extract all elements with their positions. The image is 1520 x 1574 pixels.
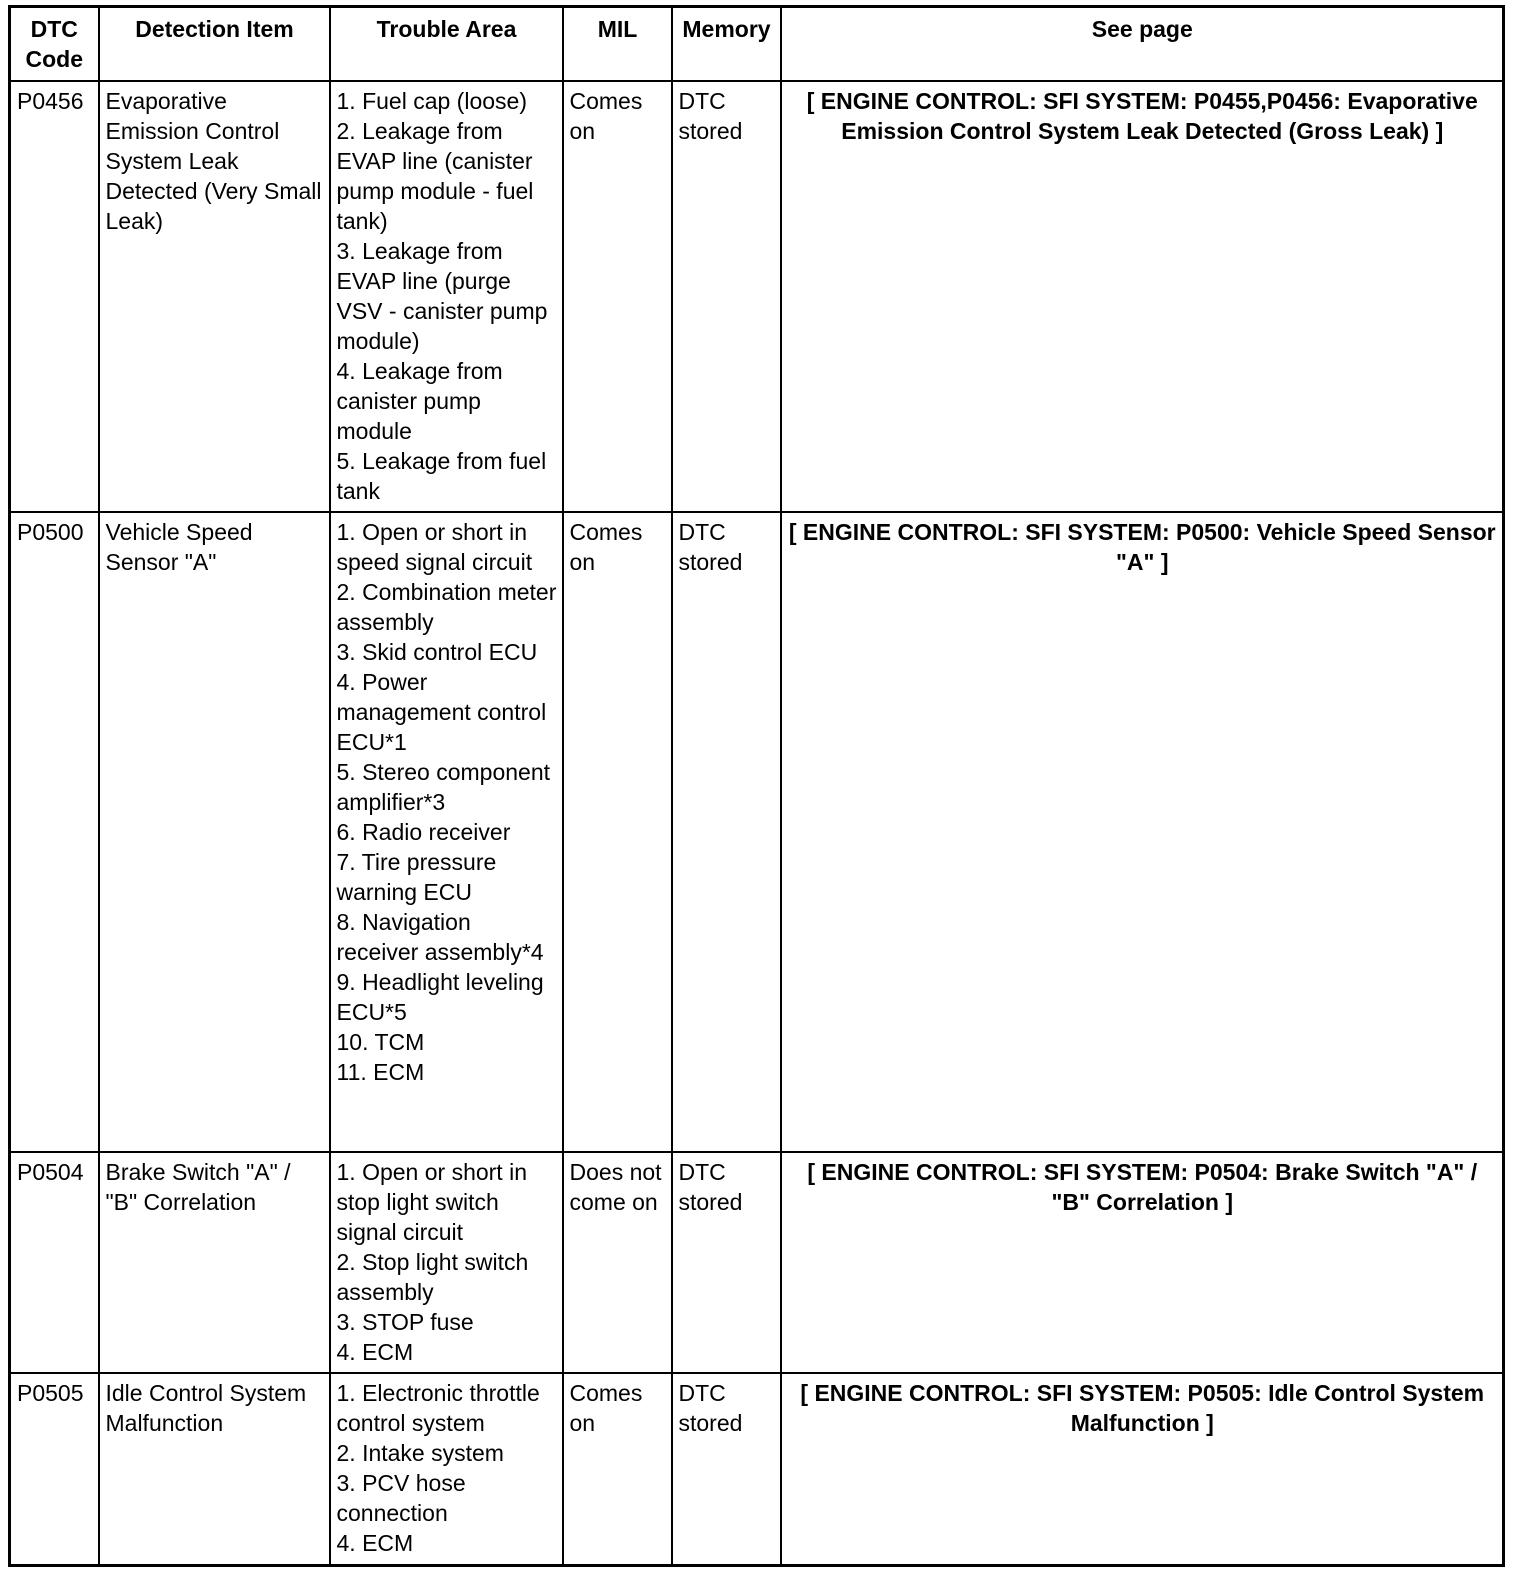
see-page-link[interactable]: [ ENGINE CONTROL: SFI SYSTEM: P0504: Brake Switch "A" / "B" Correlation ] — [781, 1152, 1504, 1373]
header-mil: MIL — [563, 7, 672, 81]
mil-cell: Comes on — [563, 1373, 672, 1566]
dtc-code-cell: P0500 — [10, 512, 99, 1152]
detection-item-cell: Evaporative Emission Control System Leak Detected (Very Small Leak) — [99, 81, 330, 512]
trouble-area-item: 9. Headlight leveling ECU*5 — [336, 968, 544, 1025]
trouble-area-item: 5. Stereo component amplifier*3 — [336, 758, 551, 815]
trouble-area-item: 1. Fuel cap (loose) — [336, 87, 527, 114]
trouble-area-item: 7. Tire pressure warning ECU — [336, 848, 497, 905]
trouble-area-item: 4. ECM — [336, 1529, 414, 1556]
see-page-link[interactable]: [ ENGINE CONTROL: SFI SYSTEM: P0455,P0456: Evaporative Emission Control System Leak Detected (Gross Leak) ] — [781, 81, 1504, 512]
trouble-area-item: 11. ECM — [336, 1058, 425, 1085]
trouble-area-item: 2. Intake system — [336, 1439, 504, 1466]
trouble-area-item: 1. Electronic throttle control system — [336, 1379, 540, 1436]
trouble-area-item: 4. Power management control ECU*1 — [336, 668, 547, 755]
trouble-area-item: 3. PCV hose connection — [336, 1469, 466, 1526]
trouble-area-item: 10. TCM — [336, 1028, 425, 1055]
table-row — [10, 81, 1504, 512]
see-page-link[interactable]: [ ENGINE CONTROL: SFI SYSTEM: P0500: Vehicle Speed Sensor "A" ] — [781, 512, 1504, 1152]
trouble-area-item: 3. STOP fuse — [336, 1308, 474, 1335]
memory-cell: DTC stored — [672, 81, 781, 512]
header-trouble-area: Trouble Area — [330, 7, 563, 81]
detection-item-cell: Idle Control System Malfunction — [99, 1373, 330, 1566]
table-row — [10, 1152, 1504, 1373]
see-page-link[interactable]: [ ENGINE CONTROL: SFI SYSTEM: P0505: Idle Control System Malfunction ] — [781, 1373, 1504, 1566]
dtc-code-cell: P0505 — [10, 1373, 99, 1566]
mil-cell: Comes on — [563, 81, 672, 512]
table-row — [10, 512, 1504, 1152]
dtc-code-cell: P0456 — [10, 81, 99, 512]
header-memory: Memory — [672, 7, 781, 81]
trouble-area-item: 3. Skid control ECU — [336, 638, 538, 665]
trouble-area-cell — [330, 1152, 563, 1373]
header-dtc-code: DTC Code — [10, 7, 99, 81]
mil-cell: Comes on — [563, 512, 672, 1152]
trouble-area-item: 2. Leakage from EVAP line (canister pump module - fuel tank) — [336, 117, 534, 234]
trouble-area-item: 5. Leakage from fuel tank — [336, 447, 547, 504]
trouble-area-item: 3. Leakage from EVAP line (purge VSV - canister pump module) — [336, 237, 548, 354]
memory-cell: DTC stored — [672, 512, 781, 1152]
detection-item-cell: Brake Switch "A" / "B" Correlation — [99, 1152, 330, 1373]
header-row — [10, 7, 1504, 81]
trouble-area-cell — [330, 81, 563, 512]
header-detection-item: Detection Item — [99, 7, 330, 81]
trouble-area-item: 2. Combination meter assembly — [336, 578, 557, 635]
trouble-area-item: 4. Leakage from canister pump module — [336, 357, 503, 444]
trouble-area-item: 4. ECM — [336, 1338, 414, 1365]
header-see-page: See page — [781, 7, 1504, 81]
trouble-area-cell — [330, 1373, 563, 1566]
memory-cell: DTC stored — [672, 1152, 781, 1373]
table-header — [10, 7, 1504, 81]
memory-cell: DTC stored — [672, 1373, 781, 1566]
trouble-area-cell — [330, 512, 563, 1152]
trouble-area-item: 1. Open or short in speed signal circuit — [336, 518, 533, 575]
trouble-area-item: 1. Open or short in stop light switch signal circuit — [336, 1158, 527, 1245]
mil-cell: Does not come on — [563, 1152, 672, 1373]
table-row — [10, 1373, 1504, 1566]
table-body — [10, 81, 1504, 1566]
detection-item-cell: Vehicle Speed Sensor "A" — [99, 512, 330, 1152]
trouble-area-item: 2. Stop light switch assembly — [336, 1248, 529, 1305]
trouble-area-item: 8. Navigation receiver assembly*4 — [336, 908, 544, 965]
dtc-code-cell: P0504 — [10, 1152, 99, 1373]
trouble-area-item: 6. Radio receiver — [336, 818, 511, 845]
dtc-table — [8, 5, 1505, 1567]
